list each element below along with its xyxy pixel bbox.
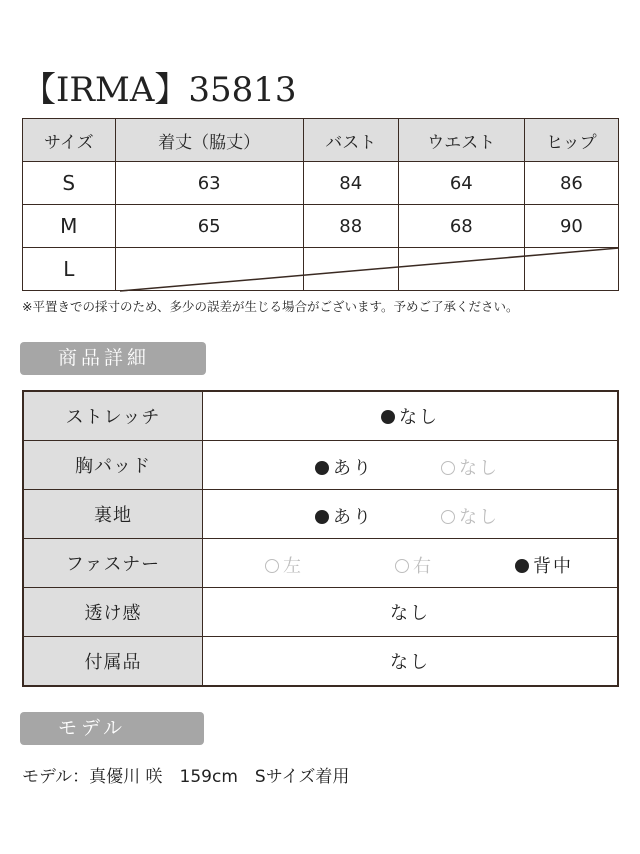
selected-dot-icon: [515, 559, 529, 573]
bust-value: 88: [303, 205, 398, 248]
unselected-circle-icon: [441, 510, 455, 524]
option-right: [395, 552, 433, 578]
option-label: なし: [459, 507, 499, 528]
option-label: あり: [333, 507, 373, 528]
detail-row-chest-pad: [23, 441, 618, 490]
table-row: [23, 248, 619, 291]
detail-value: [203, 539, 619, 588]
option-label: 左: [283, 556, 303, 577]
hip-value: 90: [524, 205, 618, 248]
selected-dot-icon: [315, 510, 329, 524]
header-bust: バスト: [303, 119, 398, 162]
option-left: [265, 552, 303, 578]
detail-label: 透け感: [23, 588, 203, 637]
option-on: [315, 454, 373, 480]
header-length: 着丈（脇丈）: [115, 119, 303, 162]
detail-table: [22, 390, 619, 687]
detail-label: 付属品: [23, 637, 203, 687]
length-value: 63: [115, 162, 303, 205]
model-info: モデル：真優川 咲 159cm Sサイズ着用: [22, 767, 350, 787]
detail-value: なし: [203, 588, 619, 637]
size-label: L: [23, 248, 116, 291]
unselected-circle-icon: [441, 461, 455, 475]
detail-label: ファスナー: [23, 539, 203, 588]
table-row: [23, 205, 619, 248]
detail-value: [203, 490, 619, 539]
selected-dot-icon: [315, 461, 329, 475]
size-table-header-row: [23, 119, 619, 162]
waist-value: 68: [398, 205, 524, 248]
empty-cell: [115, 248, 303, 291]
detail-row-sheer: [23, 588, 618, 637]
empty-cell: [303, 248, 398, 291]
option-off: [441, 454, 499, 480]
header-waist: ウエスト: [398, 119, 524, 162]
detail-label: ストレッチ: [23, 391, 203, 441]
option-label: なし: [459, 458, 499, 479]
detail-label: 胸パッド: [23, 441, 203, 490]
size-label: M: [23, 205, 116, 248]
header-hip: ヒップ: [524, 119, 618, 162]
table-row: [23, 162, 619, 205]
selected-dot-icon: [381, 410, 395, 424]
detail-row-fastener: [23, 539, 618, 588]
section-badge-details: 商品詳細: [20, 342, 206, 375]
detail-row-lining: [23, 490, 618, 539]
empty-cell: [398, 248, 524, 291]
detail-label: 裏地: [23, 490, 203, 539]
length-value: 65: [115, 205, 303, 248]
detail-value: [203, 441, 619, 490]
detail-row-accessories: [23, 637, 618, 687]
section-badge-model: モデル: [20, 712, 204, 745]
page-title: 【IRMA】35813: [22, 70, 297, 110]
unselected-circle-icon: [265, 559, 279, 573]
header-size: サイズ: [23, 119, 116, 162]
size-label: S: [23, 162, 116, 205]
detail-value: [203, 391, 619, 441]
empty-cell: [524, 248, 618, 291]
unselected-circle-icon: [395, 559, 409, 573]
hip-value: 86: [524, 162, 618, 205]
waist-value: 64: [398, 162, 524, 205]
option-back: [515, 552, 573, 578]
measurement-note: ※平置きでの採寸のため、多少の誤差が生じる場合がございます。予めご了承ください。: [22, 299, 519, 314]
option-on: [315, 503, 373, 529]
option-off: [441, 503, 499, 529]
detail-row-stretch: [23, 391, 618, 441]
option-label: あり: [333, 458, 373, 479]
stretch-value: なし: [399, 407, 439, 428]
detail-value: なし: [203, 637, 619, 687]
size-table: [22, 118, 619, 291]
option-label: 右: [413, 556, 433, 577]
option-label: 背中: [533, 556, 573, 577]
bust-value: 84: [303, 162, 398, 205]
